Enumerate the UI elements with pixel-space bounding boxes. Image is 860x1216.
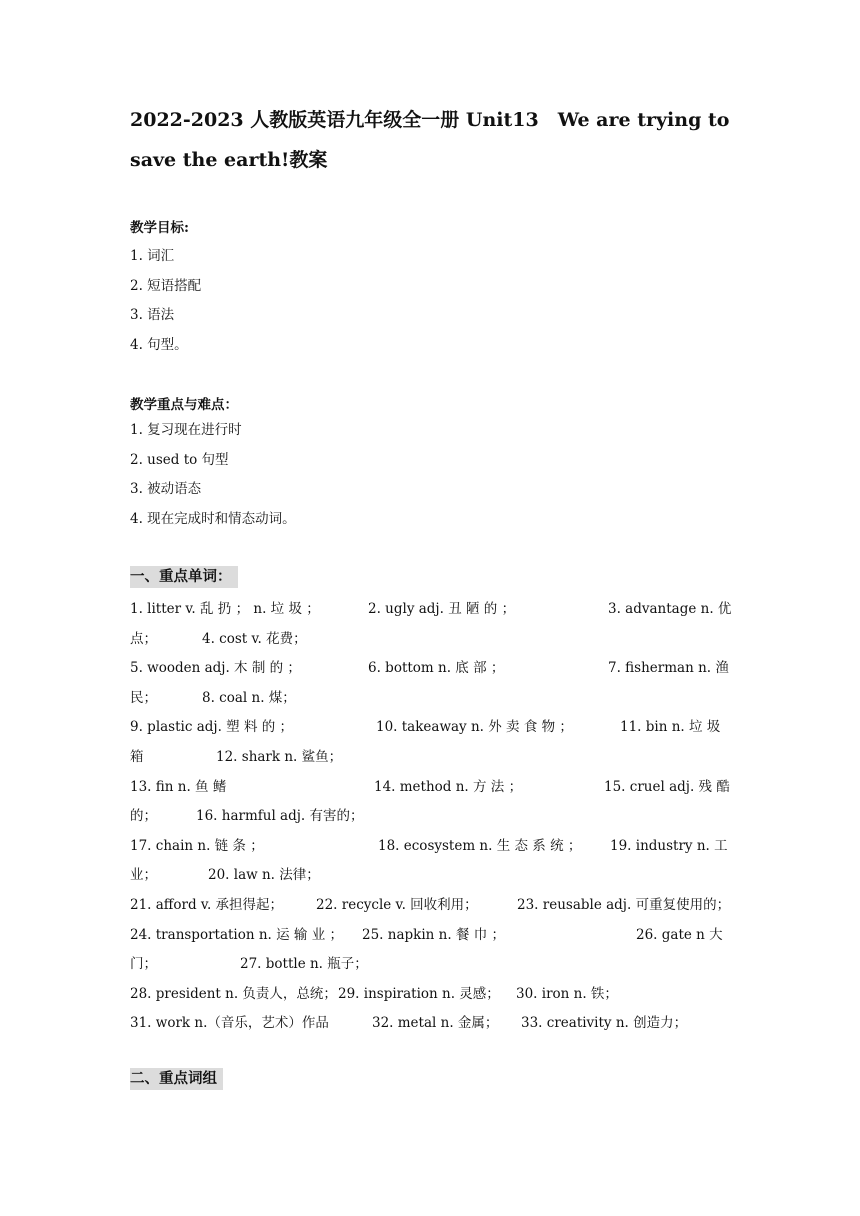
vocab-item: 7. fisherman n. 渔 — [608, 660, 729, 677]
vocab-item: 33. creativity n. 创造力； — [521, 1015, 688, 1032]
vocab-row — [130, 654, 730, 684]
vocab-item: 9. plastic adj. 塑 料 的 ； — [130, 719, 294, 736]
vocab-item: 29. inspiration n. 灵感； — [338, 985, 500, 1002]
vocab-item: 业； — [130, 867, 157, 884]
section-heading-vocabulary: 一、重点单词： — [130, 566, 238, 588]
objectives-list — [130, 242, 201, 360]
vocab-row — [130, 1009, 730, 1039]
vocab-item: 1. litter v. 乱 扔 ； n. 垃 圾 ； — [130, 601, 320, 617]
list-item: 4. 现在完成时和情态动词。 — [130, 510, 296, 527]
keypoints-heading: 教学重点与难点： — [130, 397, 238, 413]
list-item: 2. 短语搭配 — [130, 277, 202, 294]
vocab-item: 22. recycle v. 回收利用； — [316, 896, 478, 913]
vocab-row — [130, 625, 730, 655]
vocab-item: 27. bottle n. 瓶子； — [240, 956, 368, 973]
vocab-item: 23. reusable adj. 可重复使用的； — [517, 896, 731, 913]
vocab-item: 15. cruel adj. 残 酷 — [604, 778, 730, 795]
vocab-row — [130, 595, 730, 625]
vocab-item: 14. method n. 方 法 ； — [374, 778, 523, 795]
vocab-item: 32. metal n. 金属； — [372, 1015, 499, 1032]
vocab-item: 28. president n. 负责人，总统； — [130, 985, 337, 1002]
vocab-item: 8. coal n. 煤； — [202, 689, 296, 706]
vocab-item: 17. chain n. 链 条 ； — [130, 837, 264, 854]
vocab-item: 20. law n. 法律； — [208, 867, 320, 884]
vocab-item: 门； — [130, 956, 157, 973]
vocab-row — [130, 891, 730, 921]
vocab-row — [130, 802, 730, 832]
vocab-item: 4. cost v. 花费； — [202, 630, 307, 647]
list-item: 1. 复习现在进行时 — [130, 422, 242, 438]
vocab-row — [130, 861, 730, 891]
document-title: 2022-2023 人教版英语九年级全一册 Unit13 We are trying to save the earth!教案 — [130, 109, 730, 171]
vocab-item: 26. gate n 大 — [636, 926, 723, 943]
vocab-item: 18. ecosystem n. 生 态 系 统 ； — [378, 837, 582, 854]
vocab-item: 2. ugly adj. 丑 陋 的 ； — [368, 601, 516, 617]
vocab-item: 3. advantage n. 优 — [608, 601, 732, 617]
vocab-item: 31. work n.（音乐，艺术）作品 — [130, 1015, 329, 1032]
vocab-item: 点； — [130, 630, 157, 647]
vocab-item: 25. napkin n. 餐 巾 ； — [362, 926, 505, 943]
vocab-row — [130, 684, 730, 714]
vocab-item: 30. iron n. 铁； — [516, 985, 618, 1002]
vocab-row — [130, 773, 730, 803]
vocab-item: 6. bottom n. 底 部 ； — [368, 660, 505, 677]
vocab-row — [130, 713, 730, 743]
vocab-item: 箱 — [130, 748, 144, 765]
vocab-item: 10. takeaway n. 外 卖 食 物 ； — [376, 719, 573, 736]
list-item: 3. 语法 — [130, 307, 175, 324]
objectives-heading: 教学目标: — [130, 220, 189, 236]
vocab-item: 16. harmful adj. 有害的； — [196, 808, 364, 825]
list-item: 2. used to 句型 — [130, 451, 229, 468]
vocabulary-list — [130, 595, 730, 1039]
vocab-item: 民； — [130, 689, 157, 706]
vocab-item: 12. shark n. 鲨鱼； — [216, 748, 343, 765]
vocab-item: 19. industry n. 工 — [610, 837, 728, 854]
vocab-item: 13. fin n. 鱼 鳍 — [130, 778, 227, 795]
list-item: 1. 词汇 — [130, 248, 175, 264]
vocab-item: 11. bin n. 垃 圾 — [620, 719, 721, 736]
vocab-row — [130, 950, 730, 980]
keypoints-list — [130, 416, 296, 534]
vocab-item: 24. transportation n. 运 输 业 ； — [130, 926, 344, 943]
vocab-row — [130, 832, 730, 862]
vocab-row — [130, 743, 730, 773]
section-heading-phrases: 二、重点词组 — [130, 1068, 223, 1090]
vocab-item: 的； — [130, 808, 157, 825]
list-item: 4. 句型。 — [130, 336, 188, 353]
vocab-item: 5. wooden adj. 木 制 的 ； — [130, 660, 301, 677]
vocab-row — [130, 980, 730, 1010]
list-item: 3. 被动语态 — [130, 481, 202, 498]
vocab-row — [130, 921, 730, 951]
vocab-item: 21. afford v. 承担得起； — [130, 896, 284, 913]
